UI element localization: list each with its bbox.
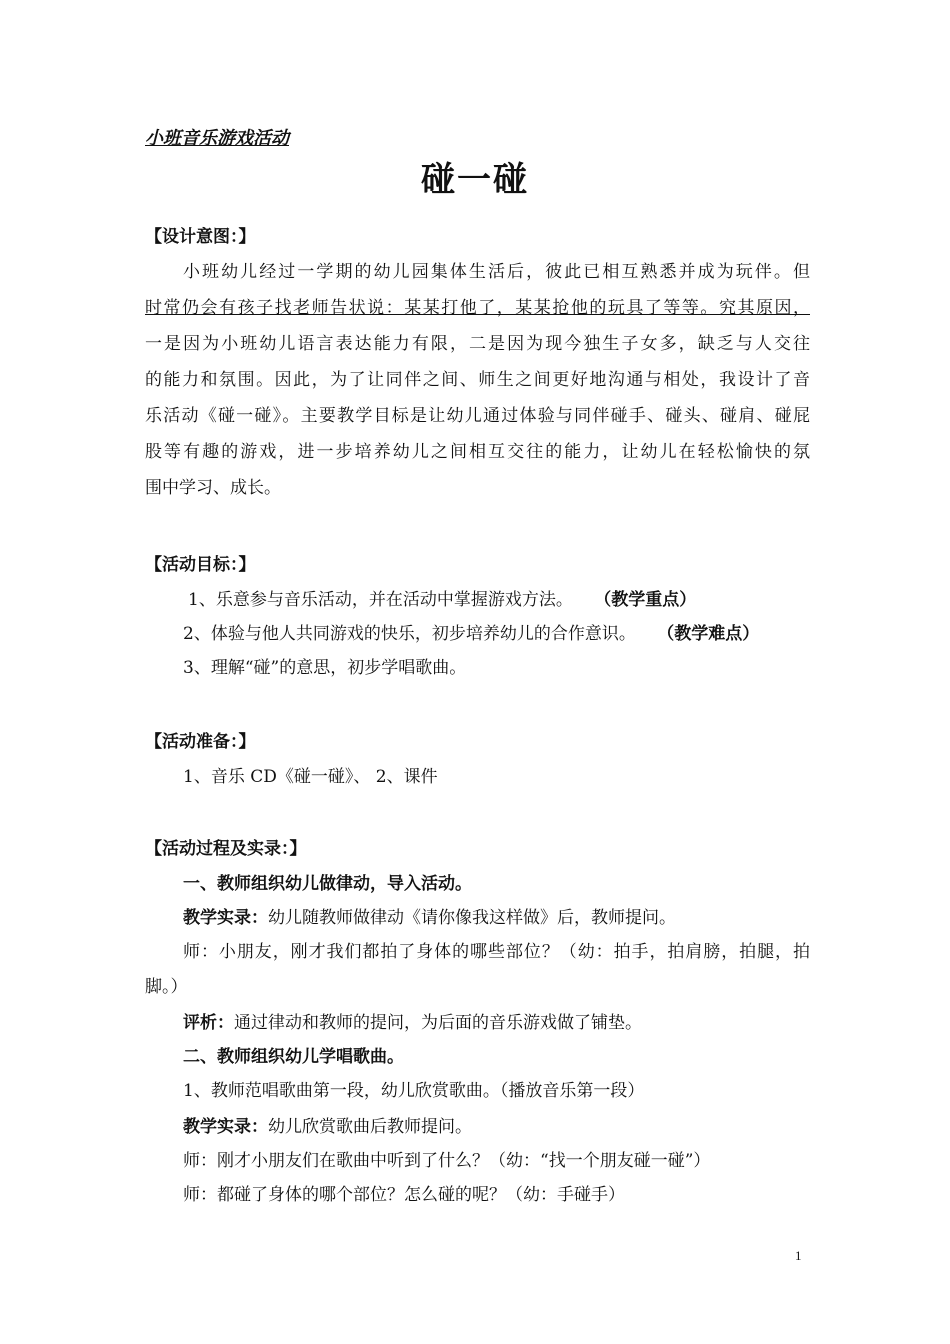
step1-record-text: 幼儿随教师做律动《请你像我这样做》后，教师提问。 <box>268 908 676 928</box>
goal-item-2-tag: （教学难点） <box>657 624 760 644</box>
page-title: 碰一碰 <box>421 160 529 200</box>
design-line-2: 时常仍会有孩子找老师告状说：某某打他了，某某抢他的玩具了等等。究其原因， <box>145 298 810 318</box>
step2-dialog-1: 师：刚才小朋友们在歌曲中听到了什么？（幼：“找一个朋友碰一碰”） <box>183 1151 711 1171</box>
goal-item-1-tag: （教学重点） <box>594 590 697 610</box>
goal-item-3: 3、理解“碰”的意思，初步学唱歌曲。 <box>183 658 467 678</box>
design-line-6: 股等有趣的游戏，进一步培养幼儿之间相互交往的能力，让幼儿在轻松愉快的氛 <box>145 442 810 462</box>
design-line-4: 的能力和氛围。因此，为了让同伴之间、师生之间更好地沟通与相处，我设计了音 <box>145 370 810 390</box>
step1-comment <box>183 1012 810 1034</box>
prep-heading: 【活动准备：】 <box>145 732 256 752</box>
step2-record-label: 教学实录： <box>183 1117 268 1137</box>
goal-item-1 <box>188 589 810 611</box>
goal-item-2-text: 2、体验与他人共同游戏的快乐，初步培养幼儿的合作意识。 <box>183 624 636 644</box>
step2-dialog-2: 师：都碰了身体的哪个部位？怎么碰的呢？（幼：手碰手） <box>183 1185 625 1205</box>
design-heading: 【设计意图：】 <box>145 227 256 247</box>
step1-comment-label: 评析： <box>183 1013 234 1033</box>
step2-item-1: 1、教师范唱歌曲第一段，幼儿欣赏歌曲。（播放音乐第一段） <box>183 1081 645 1101</box>
step1-record <box>183 907 810 929</box>
prep-text: 1、音乐 CD《碰一碰》、 2、课件 <box>183 767 438 787</box>
process-heading: 【活动过程及实录：】 <box>145 839 307 859</box>
design-line-3: 一是因为小班幼儿语言表达能力有限，二是因为现今独生子女多，缺乏与人交往 <box>145 334 810 354</box>
subtitle: 小班音乐游戏活动 <box>145 128 289 149</box>
design-line-7: 围中学习、成长。 <box>145 478 281 498</box>
design-line-1: 小班幼儿经过一学期的幼儿园集体生活后，彼此已相互熟悉并成为玩伴。但 <box>183 262 810 282</box>
goals-heading: 【活动目标：】 <box>145 555 256 575</box>
step1-comment-text: 通过律动和教师的提问，为后面的音乐游戏做了铺垫。 <box>234 1013 642 1033</box>
step2-record <box>183 1116 810 1138</box>
design-line-5: 乐活动《碰一碰》。主要教学目标是让幼儿通过体验与同伴碰手、碰头、碰肩、碰屁 <box>145 406 810 426</box>
step1-title: 一、教师组织幼儿做律动，导入活动。 <box>183 874 472 894</box>
step2-record-text: 幼儿欣赏歌曲后教师提问。 <box>268 1117 472 1137</box>
step2-title: 二、教师组织幼儿学唱歌曲。 <box>183 1047 404 1067</box>
step1-dialog-line-2: 脚。） <box>145 977 188 997</box>
step1-dialog-line-1: 师：小朋友，刚才我们都拍了身体的哪些部位？（幼：拍手，拍肩膀，拍腿，拍 <box>183 942 810 962</box>
goal-item-2 <box>183 623 810 645</box>
page-number: 1 <box>795 1248 802 1263</box>
step1-record-label: 教学实录： <box>183 908 268 928</box>
goal-item-1-text: 1、乐意参与音乐活动，并在活动中掌握游戏方法。 <box>188 590 573 610</box>
